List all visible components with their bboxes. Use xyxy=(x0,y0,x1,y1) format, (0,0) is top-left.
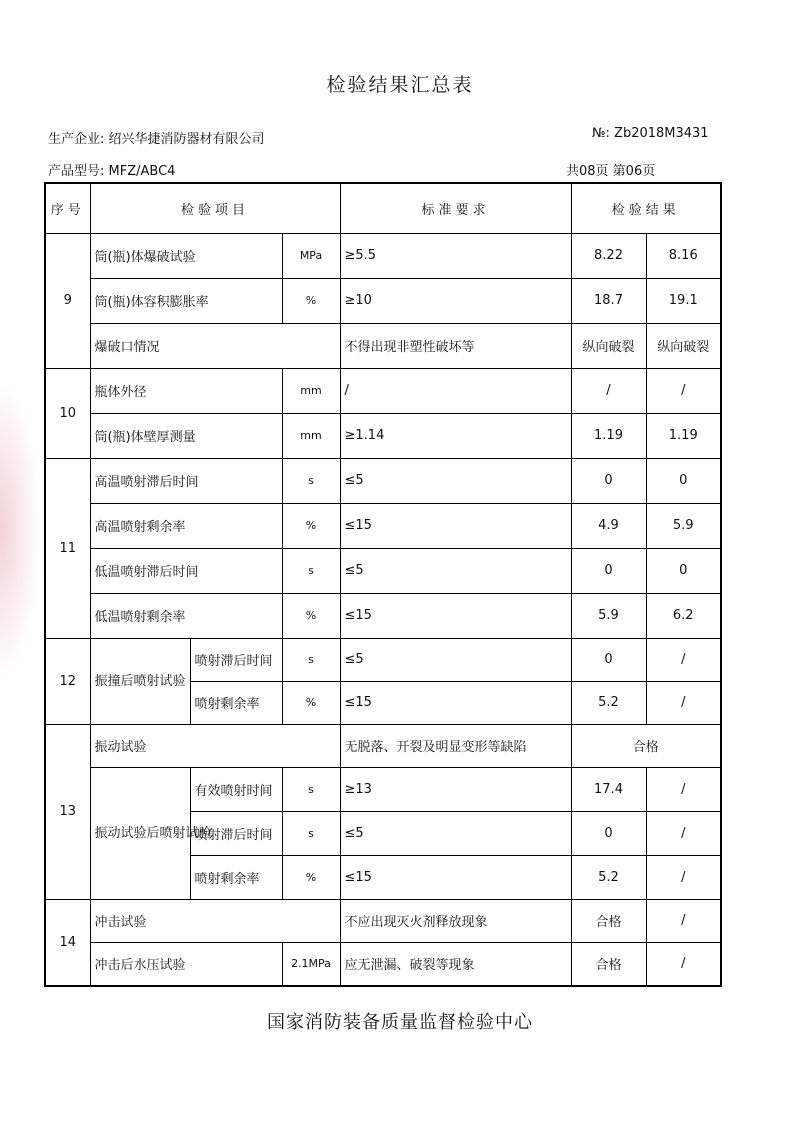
result-1: 0 xyxy=(571,811,646,855)
item-unit: % xyxy=(282,503,340,548)
requirement: 无脱落、开裂及明显变形等缺陷 xyxy=(340,724,571,767)
result-2: / xyxy=(646,899,721,942)
row-number: 9 xyxy=(45,233,90,368)
item-name: 低温喷射滞后时间 xyxy=(90,548,282,593)
result-2: / xyxy=(646,942,721,986)
row-number: 12 xyxy=(45,638,90,724)
result-2: 0 xyxy=(646,548,721,593)
item-unit: s xyxy=(282,638,340,681)
table-row xyxy=(45,233,721,278)
item-name: 喷射剩余率 xyxy=(190,681,282,724)
table-row xyxy=(45,942,721,986)
result-2: 5.9 xyxy=(646,503,721,548)
paper-stain xyxy=(0,380,40,680)
table-row xyxy=(45,548,721,593)
requirement: ≤5 xyxy=(340,811,571,855)
item-name: 冲击后水压试验 xyxy=(90,942,282,986)
requirement: 应无泄漏、破裂等现象 xyxy=(340,942,571,986)
result-1: 0 xyxy=(571,458,646,503)
header-no: 序号 xyxy=(45,183,90,233)
result-2: / xyxy=(646,767,721,811)
item-name: 高温喷射滞后时间 xyxy=(90,458,282,503)
item-unit: s xyxy=(282,548,340,593)
requirement: ≤5 xyxy=(340,638,571,681)
result-2: 8.16 xyxy=(646,233,721,278)
row-number: 11 xyxy=(45,458,90,638)
item-name: 筒(瓶)体爆破试验 xyxy=(90,233,282,278)
table-row xyxy=(45,278,721,323)
results-table xyxy=(44,182,722,987)
issuer-footer: 国家消防装备质量监督检验中心 xyxy=(267,1012,533,1033)
result-1: 5.2 xyxy=(571,855,646,899)
table-row xyxy=(45,899,721,942)
item-name: 爆破口情况 xyxy=(90,323,340,368)
row-number: 14 xyxy=(45,899,90,986)
page-info: 共08页 第06页 xyxy=(566,164,656,179)
item-name: 高温喷射剩余率 xyxy=(90,503,282,548)
item-unit: s xyxy=(282,458,340,503)
result-1: 8.22 xyxy=(571,233,646,278)
requirement: / xyxy=(340,368,571,413)
result-1: 18.7 xyxy=(571,278,646,323)
item-name: 有效喷射时间 xyxy=(190,767,282,811)
item-name: 筒(瓶)体壁厚测量 xyxy=(90,413,282,458)
result-1: 纵向破裂 xyxy=(571,323,646,368)
item-unit: mm xyxy=(282,368,340,413)
requirement: ≥13 xyxy=(340,767,571,811)
item-name: 振动试验 xyxy=(90,724,340,767)
item-unit: % xyxy=(282,278,340,323)
requirement: 不应出现灭火剂释放现象 xyxy=(340,899,571,942)
result-1: 合格 xyxy=(571,899,646,942)
requirement: ≥10 xyxy=(340,278,571,323)
result-2: 1.19 xyxy=(646,413,721,458)
result-1: 0 xyxy=(571,638,646,681)
document-title: 检验结果汇总表 xyxy=(326,74,474,96)
manufacturer: 生产企业: 绍兴华捷消防器材有限公司 xyxy=(48,132,265,147)
header-row xyxy=(45,183,721,233)
product-model: 产品型号: MFZ/ABC4 xyxy=(48,164,176,179)
item-name: 筒(瓶)体容积膨胀率 xyxy=(90,278,282,323)
result-2: 纵向破裂 xyxy=(646,323,721,368)
result-2: / xyxy=(646,811,721,855)
item-unit: s xyxy=(282,767,340,811)
result-1: 17.4 xyxy=(571,767,646,811)
requirement: ≤15 xyxy=(340,681,571,724)
result-1: 5.2 xyxy=(571,681,646,724)
item-name: 低温喷射剩余率 xyxy=(90,593,282,638)
result-2: 19.1 xyxy=(646,278,721,323)
table-row xyxy=(45,413,721,458)
item-unit: MPa xyxy=(282,233,340,278)
result-1: 5.9 xyxy=(571,593,646,638)
result-2: 6.2 xyxy=(646,593,721,638)
table-row xyxy=(45,458,721,503)
result-2: 0 xyxy=(646,458,721,503)
item-unit: s xyxy=(282,811,340,855)
result-1: 合格 xyxy=(571,942,646,986)
result-2: / xyxy=(646,638,721,681)
item-name: 冲击试验 xyxy=(90,899,340,942)
result-1: 1.19 xyxy=(571,413,646,458)
item-unit: % xyxy=(282,593,340,638)
requirement: ≤15 xyxy=(340,593,571,638)
item-unit: mm xyxy=(282,413,340,458)
requirement: 不得出现非塑性破坏等 xyxy=(340,323,571,368)
item-unit: 2.1MPa xyxy=(282,942,340,986)
requirement: ≤5 xyxy=(340,548,571,593)
item-name: 喷射滞后时间 xyxy=(190,811,282,855)
item-name: 喷射剩余率 xyxy=(190,855,282,899)
row-number: 13 xyxy=(45,724,90,899)
report-number: №: Zb2018M3431 xyxy=(592,126,709,141)
result-2: / xyxy=(646,368,721,413)
row-number: 10 xyxy=(45,368,90,458)
group-label: 振动试验后喷射试验 xyxy=(90,767,190,899)
table-row xyxy=(45,368,721,413)
header-requirement: 标准要求 xyxy=(340,183,571,233)
result-merged: 合格 xyxy=(571,724,721,767)
group-label: 振撞后喷射试验 xyxy=(90,638,190,724)
header-result: 检验结果 xyxy=(571,183,721,233)
item-unit: % xyxy=(282,855,340,899)
result-2: / xyxy=(646,681,721,724)
table-row xyxy=(45,503,721,548)
requirement: ≤5 xyxy=(340,458,571,503)
header-item: 检验项目 xyxy=(90,183,340,233)
result-1: 0 xyxy=(571,548,646,593)
result-1: 4.9 xyxy=(571,503,646,548)
item-name: 喷射滞后时间 xyxy=(190,638,282,681)
table-row xyxy=(45,767,721,811)
item-unit: % xyxy=(282,681,340,724)
table-row xyxy=(45,724,721,767)
requirement: ≥1.14 xyxy=(340,413,571,458)
table-row xyxy=(45,593,721,638)
result-1: / xyxy=(571,368,646,413)
table-row xyxy=(45,323,721,368)
table-row xyxy=(45,638,721,681)
requirement: ≤15 xyxy=(340,503,571,548)
requirement: ≤15 xyxy=(340,855,571,899)
requirement: ≥5.5 xyxy=(340,233,571,278)
item-name: 瓶体外径 xyxy=(90,368,282,413)
result-2: / xyxy=(646,855,721,899)
